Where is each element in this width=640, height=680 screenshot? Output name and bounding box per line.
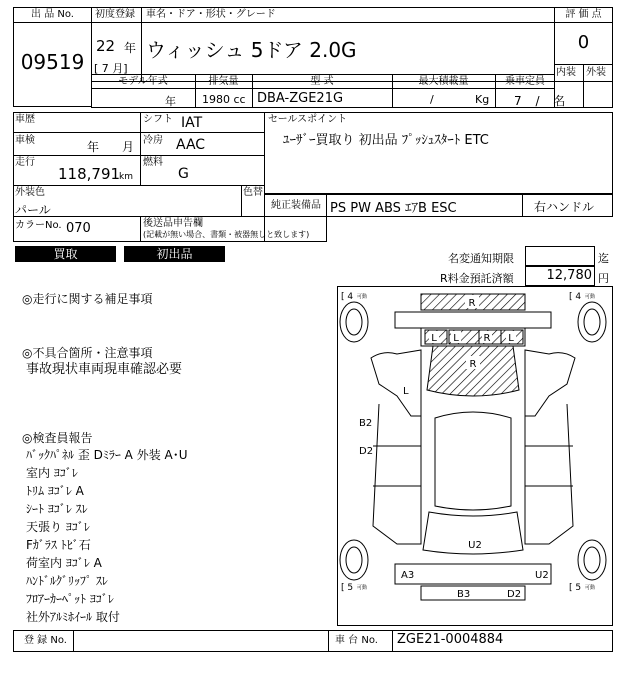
inspector-line: ﾄﾘﾑ ﾖｺﾞﾚ A <box>26 484 84 498</box>
inspection-month: 月 <box>122 140 135 154</box>
tag-buyback: 買取 <box>15 246 116 262</box>
divider <box>73 630 74 652</box>
steering: 右ハンドル <box>534 200 595 214</box>
defects-heading: ◎不具合箇所・注意事項 <box>22 346 153 360</box>
first-reg-label: 初度登録 <box>95 9 135 20</box>
tag-first-listing: 初出品 <box>124 246 225 262</box>
mark-u2-bottom: U2 <box>535 570 549 581</box>
fuel-label: 燃料 <box>143 157 163 168</box>
ac: AAC <box>176 137 206 153</box>
recycle-unit: 円 <box>598 272 609 285</box>
divider <box>13 22 92 23</box>
capacity: 7 / 名 <box>514 94 566 108</box>
reg-year: 22 <box>96 37 116 55</box>
inspection-label: 車検 <box>15 135 35 146</box>
repaint-label: 色替 <box>243 187 263 198</box>
mark-left-panel: L <box>403 386 409 397</box>
defects-line: 事故現状車両現車確認必要 <box>26 362 183 377</box>
divider <box>140 112 141 186</box>
footer-box <box>13 630 613 652</box>
corner-top-right: [ 4 <box>569 292 582 302</box>
ac-label: 冷房 <box>143 135 163 146</box>
equipment: PS PW ABS ｴｱB ESC <box>330 201 457 216</box>
type-label: 型 式 <box>310 76 334 87</box>
post-install-note: (記載が無い場合、書類・被器無しと致します) <box>143 230 310 239</box>
inspector-line: ﾌﾛｱｰｶｰﾍﾟｯﾄ ﾖｺﾞﾚ <box>26 592 114 606</box>
mileage-unit: km <box>119 172 133 182</box>
divider <box>13 132 265 133</box>
car-name-label: 車名・ドア・形状・グレード <box>146 9 276 20</box>
mark-back-glass: R <box>469 359 477 370</box>
reg-year-unit: 年 <box>124 41 137 55</box>
corner-tiny-label: 可動 <box>357 585 368 591</box>
mileage: 118,791 <box>58 165 121 183</box>
displacement-label: 排気量 <box>208 76 239 87</box>
inspector-line: ｼｰﾄ ﾖｺﾞﾚ ｽﾚ <box>26 502 88 516</box>
inspector-line: ﾊﾞｯｸﾊﾟﾈﾙ 歪 Dﾐﾗｰ A 外装 A･U <box>26 448 188 462</box>
chassis-label: 車 台 No. <box>335 635 378 646</box>
color-no: 070 <box>66 221 91 236</box>
mark-d2-bottom: D2 <box>507 589 522 600</box>
mark-b3: B3 <box>457 589 471 600</box>
mark-rear-top: R <box>468 298 476 309</box>
mark-rear-l2: L <box>453 333 459 344</box>
equipment-label: 純正装備品 <box>271 200 321 211</box>
inspector-line: 荷室内 ﾖｺﾞﾚ A <box>26 556 102 570</box>
lot-number-label: 出 品 No. <box>31 9 74 20</box>
inspector-line: 天張り ﾖｺﾞﾚ <box>26 520 90 534</box>
displacement: 1980 cc <box>202 93 246 106</box>
corner-bottom-right: [ 5 <box>569 583 582 593</box>
divider <box>91 22 142 23</box>
max-load-unit: Kg <box>475 93 490 106</box>
divider <box>91 88 555 89</box>
corner-tiny-label: 可動 <box>585 294 596 300</box>
divider <box>141 22 555 23</box>
max-load-label: 最大積載量 <box>418 76 469 87</box>
mark-b2: B2 <box>359 418 373 429</box>
history-label: 車歴 <box>15 114 35 125</box>
reg-no-label: 登 録 No. <box>24 635 67 646</box>
divider <box>241 185 242 216</box>
mark-a3: A3 <box>401 570 415 581</box>
lot-number: 09519 <box>20 50 85 74</box>
shift: IAT <box>181 115 203 131</box>
recycle-label: R料金預託済額 <box>440 272 514 285</box>
divider <box>326 194 327 217</box>
inspector-line: Fｶﾞﾗｽ ﾄﾋﾞ石 <box>26 538 91 552</box>
model-year-label: モデル年式 <box>118 76 168 87</box>
inspector-heading: ◎検査員報告 <box>22 431 93 445</box>
recycle-value: 12,780 <box>546 268 592 283</box>
divider <box>522 194 523 217</box>
driving-heading: ◎走行に関する補足事項 <box>22 292 153 306</box>
exterior-color-label: 外装色 <box>15 187 45 198</box>
mark-d2: D2 <box>359 446 374 457</box>
name-change-box <box>525 246 595 266</box>
sales-point: ﾕｰｻﾞｰ買取り 初出品 ﾌﾟｯｼｭｽﾀｰﾄ ETC <box>283 133 489 148</box>
inspection-year: 年 <box>87 140 100 154</box>
divider <box>554 22 613 23</box>
divider <box>13 155 265 156</box>
divider <box>13 185 265 186</box>
name-change-label: 名変通知期限 <box>448 252 514 265</box>
corner-tiny-label: 可動 <box>357 294 368 300</box>
mark-u2: U2 <box>468 540 482 551</box>
divider <box>392 630 393 652</box>
corner-top-left: [ 4 <box>341 292 354 302</box>
mark-rear-l3: L <box>508 333 514 344</box>
model-type: DBA-ZGE21G <box>257 91 344 106</box>
fuel: G <box>178 166 189 182</box>
capacity-label: 乗車定員 <box>505 76 545 87</box>
exterior-color: パール <box>15 203 51 217</box>
car-damage-diagram <box>337 286 613 626</box>
shift-label: シフト <box>143 114 173 125</box>
chassis-number: ZGE21-0004884 <box>397 632 504 647</box>
corner-bottom-left: [ 5 <box>341 583 354 593</box>
corner-tiny-label: 可動 <box>585 585 596 591</box>
score-label: 評 価 点 <box>565 9 602 20</box>
color-no-label: カラーNo. <box>15 220 62 231</box>
name-change-suffix: 迄 <box>598 252 609 265</box>
inspector-line: 室内 ﾖｺﾞﾚ <box>26 466 78 480</box>
inspector-line: 社外ｱﾙﾐﾎｲｰﾙ 取付 <box>26 610 120 624</box>
inspector-line: ﾊﾝﾄﾞﾙｸﾞﾘｯﾌﾟ ｽﾚ <box>26 574 108 588</box>
mark-rear-r: R <box>483 333 491 344</box>
mileage-label: 走行 <box>15 157 35 168</box>
post-install-label: 後送品申告欄 <box>143 218 203 229</box>
reg-month: [ 7 月] <box>94 62 128 75</box>
model-year-unit: 年 <box>165 95 176 108</box>
mark-rear-l1: L <box>431 333 437 344</box>
score: 0 <box>577 32 590 53</box>
car-name: ウィッシュ 5ドア 2.0G <box>146 38 357 62</box>
divider <box>328 630 329 652</box>
sales-point-label: セールスポイント <box>268 114 348 125</box>
exterior-label: 外装 <box>586 67 606 78</box>
max-load-slash: / <box>430 93 434 106</box>
interior-label: 内装 <box>556 67 576 78</box>
